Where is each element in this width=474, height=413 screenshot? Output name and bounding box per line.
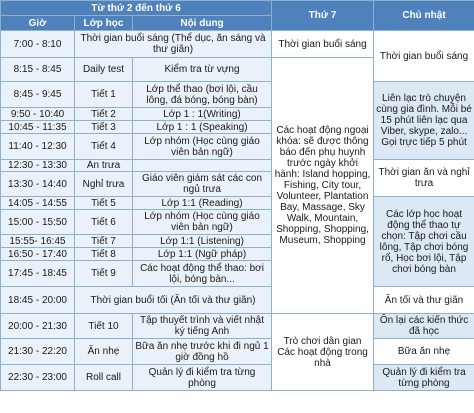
content-cell: Lớp 1 : 1(Writing) bbox=[133, 108, 272, 121]
time-cell: 9:50 - 10:40 bbox=[1, 108, 75, 121]
sunday-snack: Bữa ăn nhẹ bbox=[374, 339, 474, 365]
content-cell: Lớp nhóm (Học cùng giáo viên bản ngữ) bbox=[133, 134, 272, 160]
time-cell: 11:40 - 12:30 bbox=[1, 134, 75, 160]
time-cell: 10:45 - 11:35 bbox=[1, 121, 75, 134]
sunday-dinner: Ăn tối và thư giãn bbox=[374, 287, 474, 314]
content-cell: Lớp nhóm (Học cùng giáo viên bản ngữ) bbox=[133, 210, 272, 235]
time-cell: 22:30 - 23:00 bbox=[1, 365, 75, 391]
saturday-activities: Các hoạt động ngoại khóa: sẽ được thông báo đến phụ huynh trước ngày khởi hành: Island hopping, Fishing, City tour, Volunteer, Plantation Bay, Massage, Sky Walk, Mountain, Shopping, Shopping, Museum, Shopping bbox=[272, 58, 374, 314]
time-cell: 15:55- 16:45 bbox=[1, 235, 75, 248]
time-cell: 14:05 - 14:55 bbox=[1, 197, 75, 210]
time-cell: 20:00 - 21:30 bbox=[1, 314, 75, 339]
content-cell: Lớp 1:1 (Ngữ pháp) bbox=[133, 248, 272, 261]
content-cell: Quản lý đi kiểm tra từng phòng bbox=[133, 365, 272, 391]
class-cell: Tiết 1 bbox=[75, 82, 133, 108]
time-cell: 13:30 - 14:40 bbox=[1, 172, 75, 197]
time-cell: 18:45 - 20:00 bbox=[1, 287, 75, 314]
time-cell: 7:00 - 8:10 bbox=[1, 31, 75, 58]
content-cell: Kiểm tra từ vựng bbox=[133, 58, 272, 82]
sunday-review: Ôn lại các kiến thức đã học bbox=[374, 314, 474, 339]
class-cell: Tiết 4 bbox=[75, 134, 133, 160]
class-cell: Roll call bbox=[75, 365, 133, 391]
weekday-group-header: Từ thứ 2 đến thứ 6 bbox=[1, 1, 272, 16]
class-cell: Ăn trưa bbox=[75, 160, 133, 172]
content-cell: Thời gian buổi tối (Ăn tối và thư giãn) bbox=[75, 287, 272, 314]
content-header: Nội dung bbox=[133, 16, 272, 31]
class-header: Lớp học bbox=[75, 16, 133, 31]
time-cell: 12:30 - 13:30 bbox=[1, 160, 75, 172]
content-cell: Lớp 1 : 1 (Speaking) bbox=[133, 121, 272, 134]
content-cell: Thời gian buổi sáng (Thể dục, ăn sáng và thư giãn) bbox=[75, 31, 272, 58]
class-cell: Tiết 6 bbox=[75, 210, 133, 235]
class-cell: Tiết 8 bbox=[75, 248, 133, 261]
class-cell: Nghỉ trưa bbox=[75, 172, 133, 197]
time-cell: 8:15 - 8:45 bbox=[1, 58, 75, 82]
sunday-morning: Thời gian buổi sáng bbox=[374, 31, 474, 82]
time-header: Giờ bbox=[1, 16, 75, 31]
class-cell: Ăn nhẹ bbox=[75, 339, 133, 365]
class-cell: Tiết 3 bbox=[75, 121, 133, 134]
class-cell: Tiết 10 bbox=[75, 314, 133, 339]
content-cell: Bữa ăn nhẹ trước khi đi ngủ 1 giờ đồng hồ bbox=[133, 339, 272, 365]
sunday-header: Chủ nhật bbox=[374, 1, 474, 31]
class-cell: Daily test bbox=[75, 58, 133, 82]
class-cell: Tiết 5 bbox=[75, 197, 133, 210]
content-cell: Các hoạt động thể thao: bơi lội, bóng bàn... bbox=[133, 261, 272, 287]
content-cell: Lớp thể thao (bơi lội, cầu lông, đá bóng, bóng bàn) bbox=[133, 82, 272, 108]
class-cell: Tiết 2 bbox=[75, 108, 133, 121]
content-cell: Lớp 1:1 (Reading) bbox=[133, 197, 272, 210]
sunday-roll-call: Quản lý đi kiểm tra từng phòng bbox=[374, 365, 474, 391]
time-cell: 16:50 - 17:40 bbox=[1, 248, 75, 261]
class-cell: Tiết 9 bbox=[75, 261, 133, 287]
sunday-contact: Liên lạc trò chuyện cùng gia đình. Mỗi bé 15 phút liên lạc qua Viber, skype, zalo... Gọi trực tiếp 5 phút bbox=[374, 82, 474, 160]
saturday-evening: Trò chơi dân gian Các hoạt động trong nhà bbox=[272, 314, 374, 391]
content-cell bbox=[133, 160, 272, 172]
content-cell: Lớp 1:1 (Listening) bbox=[133, 235, 272, 248]
time-cell: 21:30 - 22:20 bbox=[1, 339, 75, 365]
saturday-header: Thứ 7 bbox=[272, 1, 374, 31]
time-cell: 15:00 - 15:50 bbox=[1, 210, 75, 235]
saturday-morning: Thời gian buổi sáng bbox=[272, 31, 374, 58]
content-cell: Tập thuyết trình và viết nhật ký tiếng Anh bbox=[133, 314, 272, 339]
sunday-sports: Các lớp học hoạt động thể thao tự chọn: Tập chơi cầu lông, Tập chơi bóng rổ, Học bơi lội, Tập chơi bóng bàn bbox=[374, 197, 474, 287]
time-cell: 8:45 - 9:45 bbox=[1, 82, 75, 108]
content-cell: Giáo viên giám sát các con ngủ trưa bbox=[133, 172, 272, 197]
time-cell: 17:45 - 18:45 bbox=[1, 261, 75, 287]
class-cell: Tiết 7 bbox=[75, 235, 133, 248]
sunday-lunch: Thời gian ăn và nghỉ trưa bbox=[374, 160, 474, 197]
